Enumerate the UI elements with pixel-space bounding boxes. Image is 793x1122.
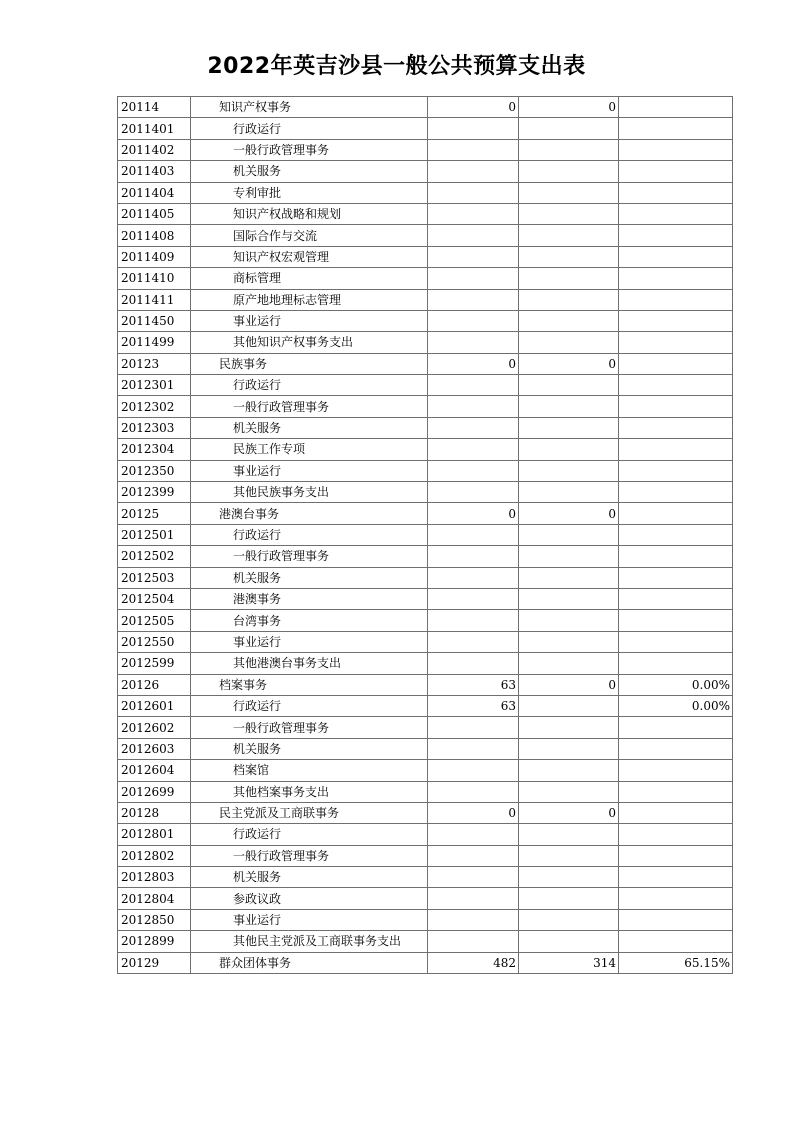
cell-ratio — [619, 332, 733, 353]
cell-code: 2012601 — [118, 695, 191, 716]
cell-amount-a — [428, 867, 519, 888]
cell-name: 事业运行 — [191, 631, 428, 652]
cell-amount-a: 0 — [428, 503, 519, 524]
cell-name: 行政运行 — [191, 118, 428, 139]
cell-amount-b: 0 — [519, 503, 619, 524]
cell-code: 2012602 — [118, 717, 191, 738]
cell-code: 2012550 — [118, 631, 191, 652]
table-row — [118, 588, 733, 609]
cell-amount-b: 0 — [519, 802, 619, 823]
cell-name: 事业运行 — [191, 310, 428, 331]
cell-code: 20129 — [118, 952, 191, 973]
cell-name: 商标管理 — [191, 268, 428, 289]
cell-name: 其他档案事务支出 — [191, 781, 428, 802]
cell-amount-b — [519, 760, 619, 781]
table-row — [118, 439, 733, 460]
cell-name: 行政运行 — [191, 375, 428, 396]
table-row — [118, 332, 733, 353]
cell-ratio: 0.00% — [619, 695, 733, 716]
cell-amount-b — [519, 888, 619, 909]
cell-code: 20114 — [118, 97, 191, 118]
cell-amount-b: 0 — [519, 674, 619, 695]
table-row — [118, 931, 733, 952]
table-row — [118, 139, 733, 160]
cell-ratio — [619, 909, 733, 930]
cell-code: 20123 — [118, 353, 191, 374]
cell-amount-b — [519, 931, 619, 952]
cell-amount-a — [428, 439, 519, 460]
cell-amount-a — [428, 824, 519, 845]
cell-amount-a — [428, 760, 519, 781]
cell-ratio — [619, 161, 733, 182]
cell-amount-b — [519, 845, 619, 866]
table-row — [118, 310, 733, 331]
cell-name: 机关服务 — [191, 417, 428, 438]
cell-name: 机关服务 — [191, 738, 428, 759]
table-row — [118, 503, 733, 524]
cell-amount-b — [519, 824, 619, 845]
cell-ratio — [619, 439, 733, 460]
cell-amount-a — [428, 460, 519, 481]
table-body — [118, 97, 733, 974]
cell-name: 其他港澳台事务支出 — [191, 653, 428, 674]
cell-amount-b: 314 — [519, 952, 619, 973]
table-row — [118, 97, 733, 118]
cell-amount-a: 482 — [428, 952, 519, 973]
cell-amount-a — [428, 482, 519, 503]
cell-amount-a — [428, 246, 519, 267]
table-row — [118, 695, 733, 716]
cell-amount-a — [428, 588, 519, 609]
cell-amount-b — [519, 781, 619, 802]
cell-amount-a — [428, 203, 519, 224]
table-row — [118, 396, 733, 417]
table-row — [118, 674, 733, 695]
table-row — [118, 802, 733, 823]
cell-ratio — [619, 888, 733, 909]
cell-amount-b — [519, 118, 619, 139]
cell-code: 2012850 — [118, 909, 191, 930]
cell-name: 民族工作专项 — [191, 439, 428, 460]
cell-code: 2012501 — [118, 524, 191, 545]
table-row — [118, 182, 733, 203]
cell-name: 台湾事务 — [191, 610, 428, 631]
table-row — [118, 845, 733, 866]
cell-amount-b — [519, 738, 619, 759]
cell-amount-a — [428, 888, 519, 909]
cell-name: 其他民族事务支出 — [191, 482, 428, 503]
cell-ratio — [619, 310, 733, 331]
cell-code: 2011403 — [118, 161, 191, 182]
cell-amount-b — [519, 482, 619, 503]
cell-amount-b — [519, 225, 619, 246]
cell-amount-a — [428, 931, 519, 952]
cell-ratio — [619, 610, 733, 631]
table-row — [118, 546, 733, 567]
cell-amount-b — [519, 289, 619, 310]
cell-amount-a — [428, 717, 519, 738]
cell-code: 2011450 — [118, 310, 191, 331]
cell-ratio: 0.00% — [619, 674, 733, 695]
table-row — [118, 268, 733, 289]
cell-name: 知识产权宏观管理 — [191, 246, 428, 267]
cell-amount-b — [519, 203, 619, 224]
cell-amount-b — [519, 139, 619, 160]
cell-code: 20126 — [118, 674, 191, 695]
cell-code: 2011404 — [118, 182, 191, 203]
cell-amount-b — [519, 524, 619, 545]
cell-name: 行政运行 — [191, 524, 428, 545]
table-row — [118, 203, 733, 224]
cell-ratio — [619, 139, 733, 160]
cell-code: 2011409 — [118, 246, 191, 267]
cell-code: 2012399 — [118, 482, 191, 503]
cell-amount-b — [519, 631, 619, 652]
cell-ratio — [619, 203, 733, 224]
cell-ratio — [619, 802, 733, 823]
cell-name: 事业运行 — [191, 460, 428, 481]
cell-name: 档案事务 — [191, 674, 428, 695]
cell-ratio — [619, 246, 733, 267]
cell-code: 2012303 — [118, 417, 191, 438]
cell-name: 行政运行 — [191, 824, 428, 845]
cell-amount-b — [519, 653, 619, 674]
cell-name: 其他知识产权事务支出 — [191, 332, 428, 353]
cell-code: 2011411 — [118, 289, 191, 310]
cell-code: 2012603 — [118, 738, 191, 759]
cell-code: 20128 — [118, 802, 191, 823]
cell-code: 2011499 — [118, 332, 191, 353]
table-row — [118, 246, 733, 267]
cell-name: 知识产权事务 — [191, 97, 428, 118]
cell-amount-a — [428, 289, 519, 310]
cell-amount-a — [428, 182, 519, 203]
cell-amount-b — [519, 310, 619, 331]
cell-code: 2012304 — [118, 439, 191, 460]
cell-ratio — [619, 824, 733, 845]
cell-code: 2012302 — [118, 396, 191, 417]
cell-amount-a — [428, 631, 519, 652]
cell-amount-b — [519, 695, 619, 716]
cell-ratio — [619, 503, 733, 524]
cell-code: 2012804 — [118, 888, 191, 909]
cell-code: 2011405 — [118, 203, 191, 224]
cell-ratio — [619, 717, 733, 738]
cell-ratio — [619, 417, 733, 438]
cell-code: 2012604 — [118, 760, 191, 781]
cell-amount-b — [519, 867, 619, 888]
cell-name: 机关服务 — [191, 161, 428, 182]
cell-ratio — [619, 931, 733, 952]
table-row — [118, 353, 733, 374]
cell-amount-a — [428, 567, 519, 588]
cell-code: 2011410 — [118, 268, 191, 289]
cell-ratio — [619, 588, 733, 609]
cell-ratio — [619, 460, 733, 481]
cell-name: 原产地地理标志管理 — [191, 289, 428, 310]
cell-ratio — [619, 396, 733, 417]
cell-amount-a: 63 — [428, 674, 519, 695]
cell-ratio — [619, 289, 733, 310]
cell-ratio — [619, 653, 733, 674]
table-row — [118, 524, 733, 545]
cell-amount-b — [519, 610, 619, 631]
cell-name: 参政议政 — [191, 888, 428, 909]
cell-code: 2011401 — [118, 118, 191, 139]
cell-amount-b — [519, 332, 619, 353]
cell-ratio: 65.15% — [619, 952, 733, 973]
cell-code: 2012699 — [118, 781, 191, 802]
cell-ratio — [619, 225, 733, 246]
table-row — [118, 225, 733, 246]
cell-amount-b — [519, 439, 619, 460]
cell-name: 国际合作与交流 — [191, 225, 428, 246]
cell-name: 一般行政管理事务 — [191, 717, 428, 738]
cell-code: 2012503 — [118, 567, 191, 588]
cell-code: 2012803 — [118, 867, 191, 888]
cell-ratio — [619, 482, 733, 503]
table-row — [118, 482, 733, 503]
table-row — [118, 631, 733, 652]
budget-table — [117, 96, 733, 974]
cell-amount-b — [519, 161, 619, 182]
cell-code: 2011402 — [118, 139, 191, 160]
cell-name: 港澳台事务 — [191, 503, 428, 524]
cell-name: 民主党派及工商联事务 — [191, 802, 428, 823]
cell-code: 2012505 — [118, 610, 191, 631]
table-row — [118, 567, 733, 588]
cell-name: 一般行政管理事务 — [191, 396, 428, 417]
cell-amount-a: 0 — [428, 97, 519, 118]
table-row — [118, 824, 733, 845]
table-row — [118, 738, 733, 759]
cell-amount-b — [519, 417, 619, 438]
cell-code: 2012899 — [118, 931, 191, 952]
cell-amount-a — [428, 781, 519, 802]
cell-name: 行政运行 — [191, 695, 428, 716]
cell-code: 2012301 — [118, 375, 191, 396]
cell-amount-b — [519, 588, 619, 609]
table-row — [118, 781, 733, 802]
cell-amount-a — [428, 610, 519, 631]
cell-amount-b — [519, 396, 619, 417]
cell-amount-a: 63 — [428, 695, 519, 716]
cell-amount-a — [428, 396, 519, 417]
cell-amount-a — [428, 225, 519, 246]
cell-name: 一般行政管理事务 — [191, 845, 428, 866]
page-title: 2022年英吉沙县一般公共预算支出表 — [207, 54, 586, 79]
table-row — [118, 653, 733, 674]
cell-amount-a — [428, 310, 519, 331]
table-row — [118, 417, 733, 438]
cell-name: 专利审批 — [191, 182, 428, 203]
cell-ratio — [619, 760, 733, 781]
table-row — [118, 460, 733, 481]
cell-name: 档案馆 — [191, 760, 428, 781]
cell-amount-a — [428, 161, 519, 182]
cell-name: 知识产权战略和规划 — [191, 203, 428, 224]
table-row — [118, 375, 733, 396]
table-row — [118, 909, 733, 930]
cell-code: 2012502 — [118, 546, 191, 567]
cell-amount-b — [519, 268, 619, 289]
cell-ratio — [619, 567, 733, 588]
cell-ratio — [619, 353, 733, 374]
table-row — [118, 118, 733, 139]
cell-ratio — [619, 268, 733, 289]
cell-name: 机关服务 — [191, 867, 428, 888]
cell-name: 群众团体事务 — [191, 952, 428, 973]
cell-amount-a — [428, 845, 519, 866]
cell-ratio — [619, 118, 733, 139]
cell-amount-b: 0 — [519, 97, 619, 118]
table-row — [118, 888, 733, 909]
cell-amount-a — [428, 909, 519, 930]
table-row — [118, 610, 733, 631]
cell-amount-b — [519, 246, 619, 267]
cell-name: 港澳事务 — [191, 588, 428, 609]
cell-amount-a — [428, 417, 519, 438]
cell-code: 2012504 — [118, 588, 191, 609]
cell-ratio — [619, 524, 733, 545]
cell-amount-a: 0 — [428, 802, 519, 823]
cell-code: 2012801 — [118, 824, 191, 845]
cell-amount-a — [428, 524, 519, 545]
cell-code: 2012802 — [118, 845, 191, 866]
table-row — [118, 867, 733, 888]
cell-ratio — [619, 182, 733, 203]
cell-name: 一般行政管理事务 — [191, 546, 428, 567]
cell-amount-a — [428, 546, 519, 567]
cell-amount-b — [519, 460, 619, 481]
cell-name: 一般行政管理事务 — [191, 139, 428, 160]
cell-amount-b — [519, 717, 619, 738]
table-row — [118, 289, 733, 310]
cell-ratio — [619, 738, 733, 759]
cell-ratio — [619, 631, 733, 652]
cell-code: 2012350 — [118, 460, 191, 481]
cell-code: 2012599 — [118, 653, 191, 674]
cell-amount-b — [519, 546, 619, 567]
cell-amount-b — [519, 375, 619, 396]
cell-amount-b: 0 — [519, 353, 619, 374]
cell-amount-a — [428, 118, 519, 139]
cell-amount-a — [428, 139, 519, 160]
table-row — [118, 952, 733, 973]
cell-ratio — [619, 845, 733, 866]
cell-amount-a — [428, 268, 519, 289]
cell-name: 机关服务 — [191, 567, 428, 588]
cell-ratio — [619, 781, 733, 802]
cell-amount-a — [428, 332, 519, 353]
cell-amount-a — [428, 653, 519, 674]
cell-amount-a — [428, 375, 519, 396]
cell-amount-a — [428, 738, 519, 759]
cell-code: 2011408 — [118, 225, 191, 246]
table-row — [118, 760, 733, 781]
cell-code: 20125 — [118, 503, 191, 524]
cell-ratio — [619, 375, 733, 396]
cell-ratio — [619, 97, 733, 118]
table-row — [118, 161, 733, 182]
table-row — [118, 717, 733, 738]
cell-amount-b — [519, 909, 619, 930]
cell-amount-b — [519, 567, 619, 588]
cell-ratio — [619, 546, 733, 567]
cell-name: 其他民主党派及工商联事务支出 — [191, 931, 428, 952]
cell-name: 民族事务 — [191, 353, 428, 374]
cell-amount-a: 0 — [428, 353, 519, 374]
cell-ratio — [619, 867, 733, 888]
cell-amount-b — [519, 182, 619, 203]
cell-name: 事业运行 — [191, 909, 428, 930]
